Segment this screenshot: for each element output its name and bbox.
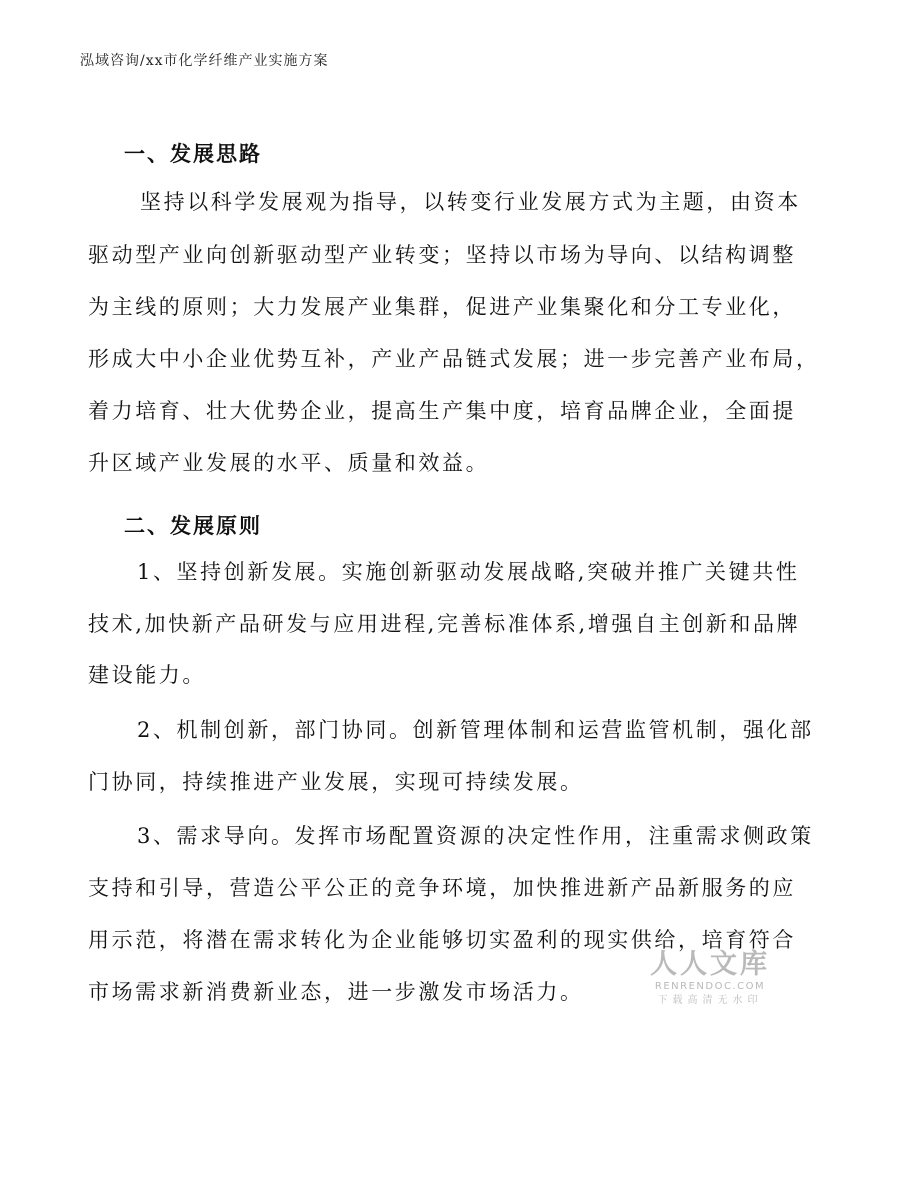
page-header: 泓域咨询/xx市化学纤维产业实施方案 bbox=[80, 53, 329, 69]
principle-3-line: 3、需求导向。发挥市场配置资源的决定性作用，注重需求侧政策 bbox=[137, 824, 814, 848]
principle-2-line: 门协同，持续推进产业发展，实现可持续发展。 bbox=[88, 770, 584, 794]
paragraph-line: 升区域产业发展的水平、质量和效益。 bbox=[88, 451, 490, 475]
section-heading-development-approach: 一、发展思路 bbox=[124, 141, 262, 166]
paragraph-line: 坚持以科学发展观为指导，以转变行业发展方式为主题，由资本 bbox=[140, 190, 801, 214]
renrendoc-watermark bbox=[648, 950, 772, 1008]
watermark-tagline: 下载高清无水印 bbox=[657, 995, 763, 1006]
paragraph-line: 形成大中小企业优势互补，产业产品链式发展；进一步完善产业布局， bbox=[88, 347, 820, 371]
principle-1-line: 建设能力。 bbox=[88, 663, 206, 687]
principle-3-line: 用示范，将潜在需求转化为企业能够切实盈利的现实供给，培育符合 bbox=[88, 928, 796, 952]
principle-2-line: 2、机制创新，部门协同。创新管理体制和运营监管机制，强化部 bbox=[137, 718, 814, 742]
section-heading-development-principles: 二、发展原则 bbox=[124, 513, 262, 538]
principle-1-line: 技术,加快新产品研发与应用进程,完善标准体系,增强自主创新和品牌 bbox=[88, 612, 801, 636]
principle-3-line: 市场需求新消费新业态，进一步激发市场活力。 bbox=[88, 980, 584, 1004]
principle-1-line: 1、坚持创新发展。实施创新驱动发展战略,突破并推广关键共性 bbox=[137, 560, 800, 584]
paragraph-line: 为主线的原则；大力发展产业集群，促进产业集聚化和分工专业化， bbox=[88, 295, 796, 319]
principle-3-line: 支持和引导，营造公平公正的竞争环境，加快推进新产品新服务的应 bbox=[88, 876, 796, 900]
paragraph-line: 着力培育、壮大优势企业，提高生产集中度，培育品牌企业，全面提 bbox=[88, 399, 796, 423]
watermark-domain: RENRENDOC.COM bbox=[654, 981, 766, 992]
paragraph-line: 驱动型产业向创新驱动型产业转变；坚持以市场为导向、以结构调整 bbox=[88, 243, 796, 267]
watermark-title: 人人文库 bbox=[650, 949, 770, 980]
